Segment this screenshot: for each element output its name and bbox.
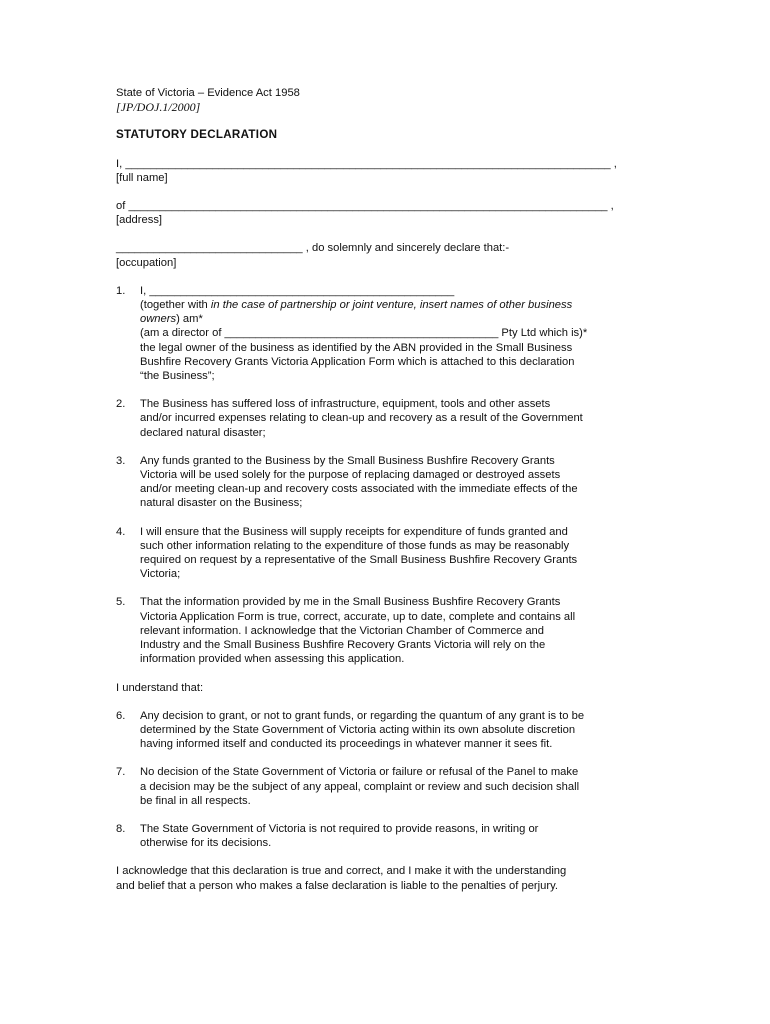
address-line: of _____________________________________________________________________________ , (116, 200, 614, 213)
clause-line: the legal owner of the business as identified by the ABN provided in the Small Business (140, 341, 573, 354)
clause-line: I, _________________________________________________ (140, 284, 455, 297)
acknowledgement-line: I acknowledge that this declaration is true and correct, and I make it with the understanding (116, 865, 567, 878)
clause-3 (116, 454, 656, 511)
clause-6 (116, 709, 656, 752)
clause-line: “the Business”; (140, 370, 215, 383)
page-title: STATUTORY DECLARATION (116, 128, 278, 142)
occupation-line: ______________________________ , do solemnly and sincerely declare that:- (116, 242, 510, 255)
clause-number: 3. (116, 454, 126, 467)
clause-line: Industry and the Small Business Bushfire Recovery Grants Victoria will rely on the (140, 639, 546, 652)
clause-line: Any decision to grant, or not to grant funds, or regarding the quantum of any grant is to be (140, 709, 585, 722)
clause-number: 5. (116, 596, 126, 609)
clause-line: relevant information. I acknowledge that the Victorian Chamber of Commerce and (140, 624, 544, 637)
clause-2 (116, 397, 656, 440)
full-name-line: I, ______________________________________________________________________________ , (116, 157, 617, 170)
clause-line: required on request by a representative of the Small Business Bushfire Recovery Grants (140, 554, 578, 567)
clause-8 (116, 822, 656, 850)
clause-line: Any funds granted to the Business by the Small Business Bushfire Recovery Grants (140, 454, 555, 467)
occupation-label: [occupation] (116, 256, 177, 269)
clause-number: 8. (116, 822, 126, 835)
clause-line: owners) am* (140, 313, 203, 326)
acknowledgement (116, 864, 656, 892)
clause-line: I will ensure that the Business will supply receipts for expenditure of funds granted and (140, 525, 568, 538)
clause-number: 2. (116, 398, 126, 411)
clause-line: That the information provided by me in the Small Business Bushfire Recovery Grants (140, 596, 561, 609)
clause-4 (116, 525, 656, 582)
clause-line: determined by the State Government of Victoria acting within its own absolute discretion (140, 723, 576, 736)
clause-line: a decision may be the subject of any appeal, complaint or review and such decision shall (140, 780, 580, 793)
clause-line: declared natural disaster; (140, 426, 266, 439)
clause-line: and/or incurred expenses relating to clean-up and recovery as a result of the Government (140, 412, 583, 425)
clause-line: such other information relating to the expenditure of those funds as may be reasonably (140, 539, 570, 552)
clause-line: having informed itself and conducted its proceedings in whatever manner it sees fit. (140, 738, 553, 751)
clause-7 (116, 765, 656, 808)
clause-number: 1. (116, 284, 126, 297)
clause-line: Victoria Application Form is true, correct, accurate, up to date, complete and contains all (140, 610, 576, 623)
clause-1 (116, 284, 656, 383)
clause-line: information provided when assessing this application. (140, 653, 405, 666)
clause-line: No decision of the State Government of Victoria or failure or refusal of the Panel to make (140, 766, 579, 779)
clause-line: (am a director of ____________________________________________ Pty Ltd which is)* (140, 327, 588, 340)
acknowledgement-line: and belief that a person who makes a false declaration is liable to the penalties of perjury. (116, 879, 558, 892)
clause-line: The State Government of Victoria is not required to provide reasons, in writing or (140, 822, 539, 835)
clause-line: Bushfire Recovery Grants Victoria Application Form which is attached to this declaration (140, 355, 575, 368)
clause-line: be final in all respects. (140, 794, 251, 807)
clause-line: and/or meeting clean-up and recovery costs associated with the immediate effects of the (140, 483, 578, 496)
clause-line: Victoria; (140, 568, 181, 581)
clause-line: Victoria will be used solely for the purpose of replacing damaged or destroyed assets (140, 469, 561, 482)
clause-line: otherwise for its decisions. (140, 837, 272, 850)
clause-number: 7. (116, 766, 126, 779)
document-content (116, 86, 656, 893)
clause-5 (116, 595, 656, 666)
clause-number: 6. (116, 709, 126, 722)
act-title: State of Victoria – Evidence Act 1958 (116, 87, 300, 99)
clause-line: (together with in the case of partnership or joint venture, insert names of other business (140, 299, 573, 312)
clause-number: 4. (116, 525, 126, 538)
form-reference: [JP/DOJ.1/2000] (116, 100, 201, 115)
full-name-label: [full name] (116, 171, 168, 184)
clause-line: The Business has suffered loss of infrastructure, equipment, tools and other assets (140, 398, 551, 411)
address-label: [address] (116, 214, 163, 227)
clause-line: natural disaster on the Business; (140, 497, 303, 510)
understand-heading: I understand that: (116, 681, 204, 694)
